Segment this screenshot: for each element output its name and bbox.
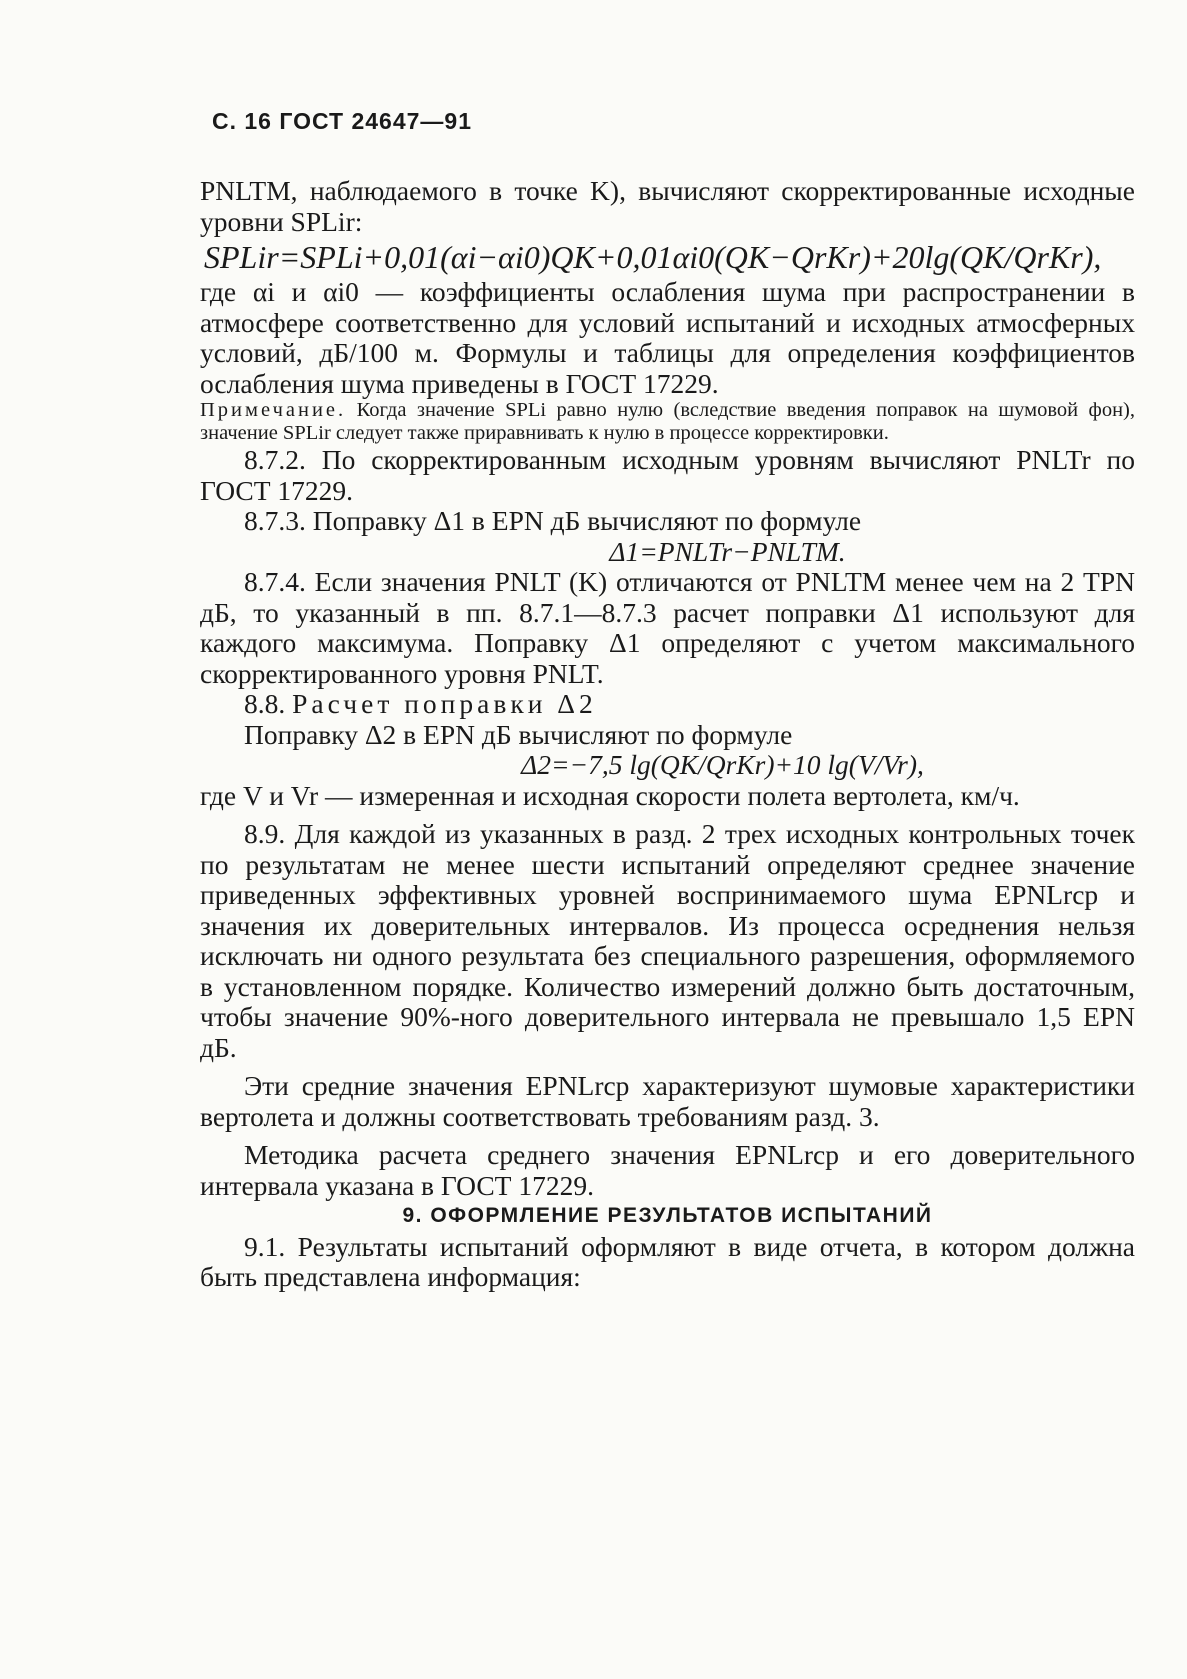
paragraph-8-9: 8.9. Для каждой из указанных в разд. 2 трех исходных контрольных точек по результатам не менее шести испытаний определяют среднее значение приведенных эффективных уровней воспринимаемого шума EPNLrср и значения их доверительных интервалов. Из процесса осреднения нельзя исключать ни одного результата без специального разрешения, оформляемого в установленном порядке. Количество измерений должно быть достаточным, чтобы значение 90%-ного доверительного интервала не превышало 1,5 EPN дБ. — [200, 818, 1135, 1063]
paragraph-averages: Эти средние значения EPNLrср характеризуют шумовые характеристики вертолета и должны соответствовать требованиям разд. 3. — [200, 1070, 1135, 1132]
paragraph-9-1: 9.1. Результаты испытаний оформляют в виде отчета, в котором должна быть представлена информация: — [200, 1230, 1135, 1292]
note-text: Когда значение SPLi равно нулю (вследствие введения поправок на шумовой фон), значение SPLir следует также приравнивать к нулю в процессе корректировки. — [200, 399, 1135, 444]
formula-delta1: Δ1=PNLTr−PNLTM. — [609, 535, 846, 567]
page-header: С. 16 ГОСТ 24647—91 — [212, 108, 473, 134]
note — [200, 399, 1135, 445]
heading-8-8-title: Расчет поправки Δ2 — [292, 688, 597, 719]
document-body — [200, 176, 1135, 1293]
section-9-title: 9. ОФОРМЛЕНИЕ РЕЗУЛЬТАТОВ ИСПЫТАНИЙ — [402, 1204, 933, 1227]
heading-8-8 — [200, 689, 1135, 720]
heading-8-8-number: 8.8. — [244, 688, 286, 719]
paragraph-method: Методика расчета среднего значения EPNLrср и его доверительного интервала указана в ГОСТ 17229. — [200, 1139, 1135, 1201]
paragraph-8-7-2: 8.7.2. По скорректированным исходным уровням вычисляют PNLTr по ГОСТ 17229. — [200, 444, 1135, 506]
paragraph-8-7-3: 8.7.3. Поправку Δ1 в EPN дБ вычисляют по формуле — [244, 505, 862, 536]
paragraph-continuation: PNLTM, наблюдаемого в точке K), вычисляют скорректированные исходные уровни SPLir: — [200, 175, 1135, 237]
paragraph-8-7-4: 8.7.4. Если значения PNLT (K) отличаются от PNLTM менее чем на 2 TPN дБ, то указанный в пп. 8.7.1—8.7.3 расчет поправки Δ1 используют для каждого максимума. Поправку Δ1 определяют с учетом максимального скорректированного уровня PNLT. — [200, 566, 1135, 689]
note-label: Примечание. — [200, 399, 347, 421]
paragraph-8-8-text: Поправку Δ2 в EPN дБ вычисляют по формуле — [244, 718, 793, 750]
paragraph-where-v: где V и Vr — измеренная и исходная скорости полета вертолета, км/ч. — [200, 779, 1020, 811]
formula-delta2: Δ2=−7,5 lg(QK/QrKr)+10 lg(V/Vr), — [521, 749, 924, 780]
formula-spl-ir: SPLir=SPLi+0,01(αi−αi0)QK+0,01αi0(QK−QrKr)+20lg(QK/QrKr), — [204, 239, 1102, 275]
paragraph-coefficients: где αi и αi0 — коэффициенты ослабления шума при распространении в атмосфере соответственно для условий испытаний и исходных атмосферных условий, дБ/100 м. Формулы и таблицы для определения коэффициентов ослабления шума приведены в ГОСТ 17229. — [200, 276, 1135, 399]
